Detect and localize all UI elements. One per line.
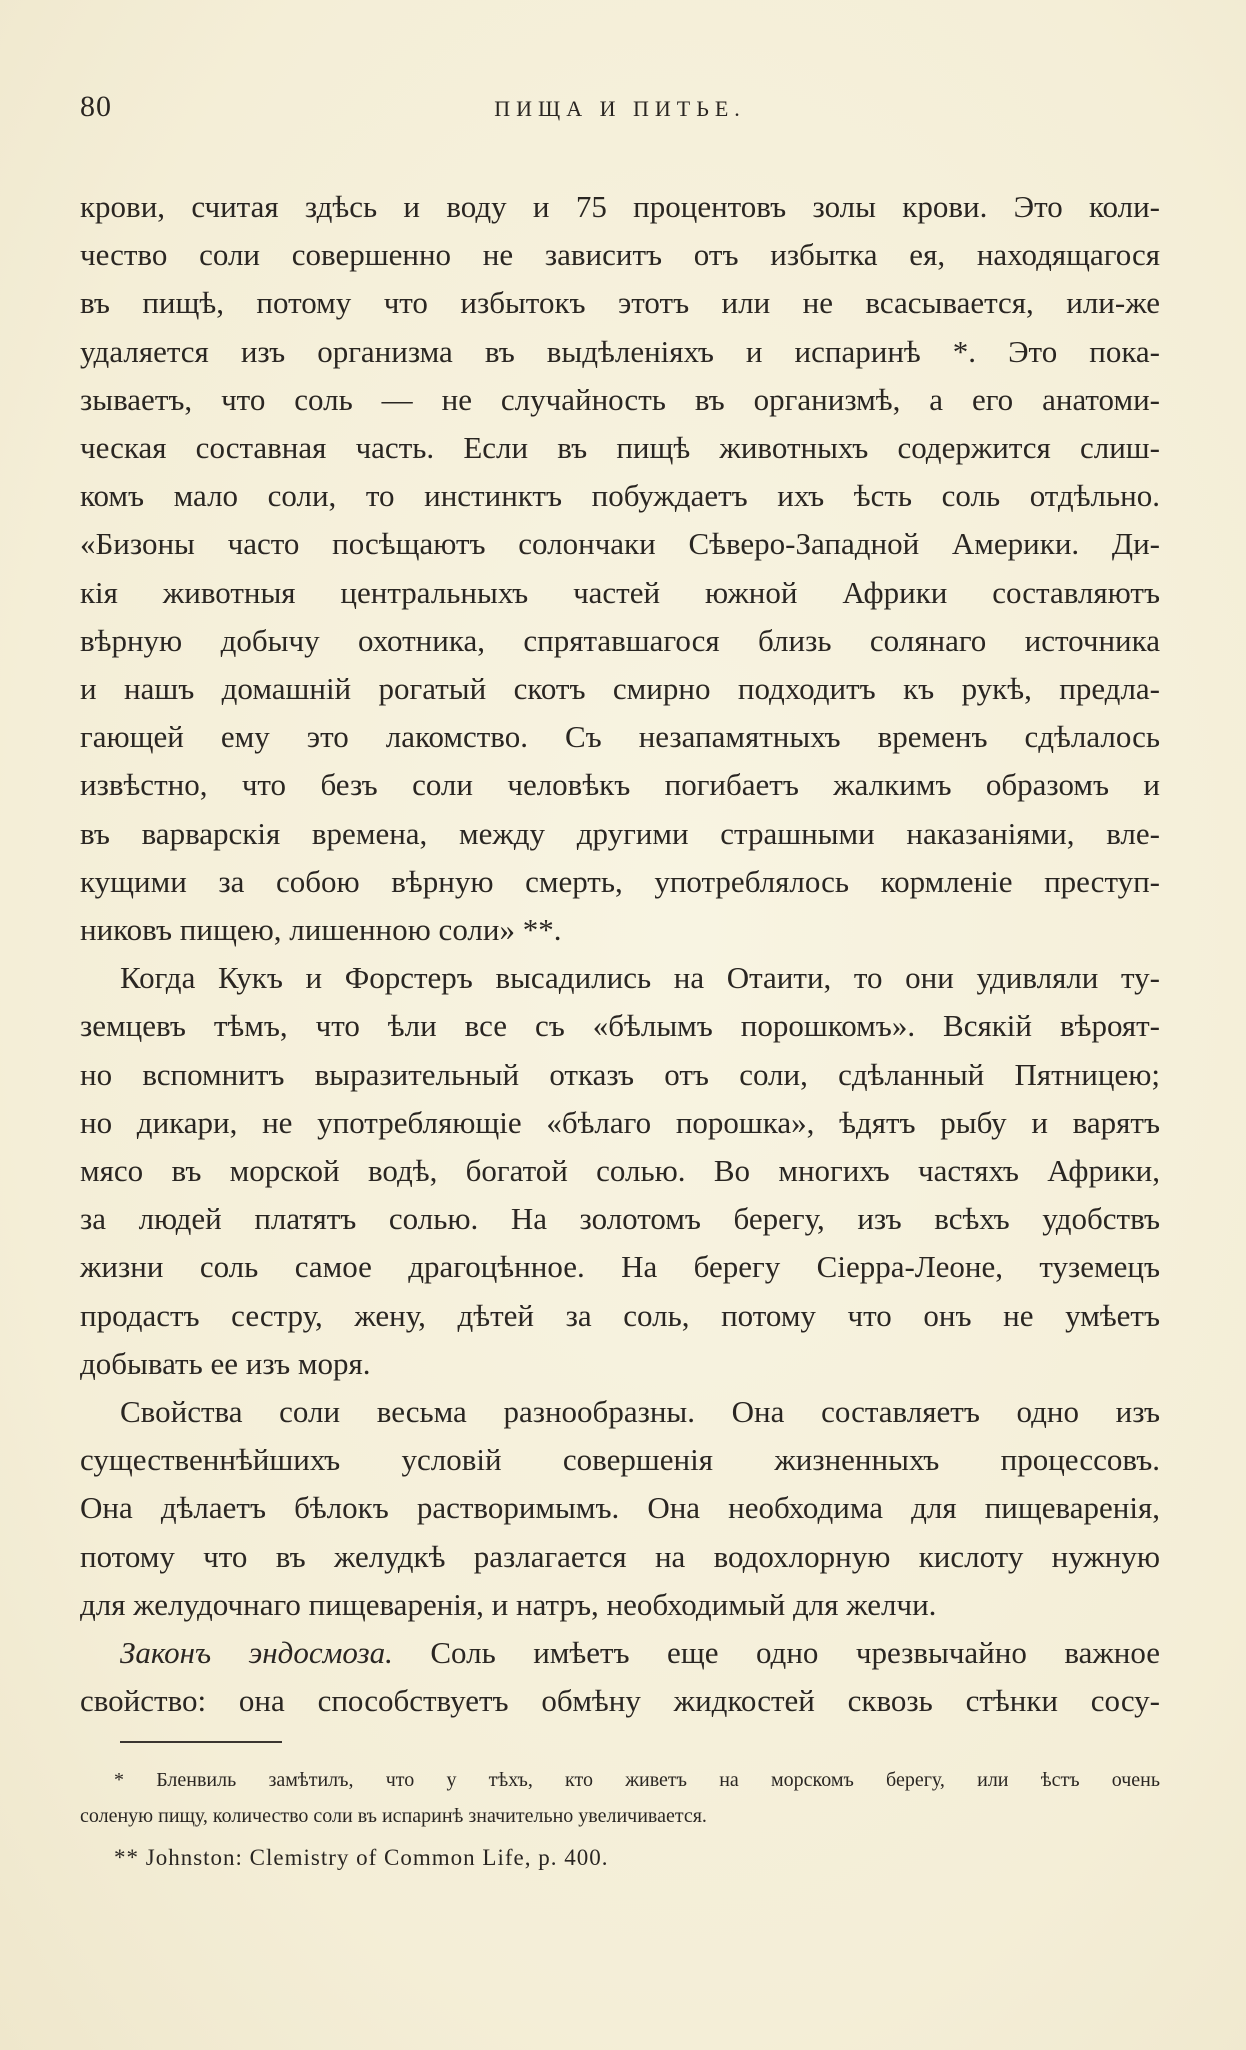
text-line: существеннѣйшихъ условій совершенія жизненныхъ процессовъ.	[80, 1442, 1160, 1478]
text-line: «Бизоны часто посѣщаютъ солончаки Сѣверо-Западной Америки. Ди-	[80, 526, 1160, 562]
footnote-line: соленую пищу, количество соли въ испаринѣ значительно увеличивается.	[80, 1805, 707, 1827]
text-line: земцевъ тѣмъ, что ѣли все съ «бѣлымъ порошкомъ». Всякій вѣроят-	[80, 1008, 1160, 1044]
text-line: но дикари, не употребляющіе «бѣлаго порошка», ѣдятъ рыбу и варятъ	[80, 1104, 1160, 1140]
text-line	[80, 1629, 1160, 1677]
text-line: потому что въ желудкѣ разлагается на водохлорную кислоту нужную	[80, 1538, 1160, 1574]
text-line: вѣрную добычу охотника, спрятавшагося близь солянаго источника	[80, 622, 1160, 658]
text-line: и нашъ домашній рогатый скотъ смирно подходитъ къ рукѣ, предла-	[80, 671, 1160, 707]
text-line: продастъ сестру, жену, дѣтей за соль, потому что онъ не умѣетъ	[80, 1297, 1160, 1333]
page-number: 80	[80, 90, 112, 123]
footnote-line: * Бленвиль замѣтилъ, что у тѣхъ, кто живетъ на морскомъ берегу, или ѣстъ очень	[114, 1769, 1160, 1791]
text-line: мясо въ морской водѣ, богатой солью. Во многихъ частяхъ Африки,	[80, 1153, 1160, 1189]
body-text	[80, 183, 1160, 1726]
text-line: извѣстно, что безъ соли человѣкъ погибаетъ жалкимъ образомъ и	[80, 767, 1160, 803]
paragraph-2	[80, 954, 1160, 1388]
text-line: за людей платятъ солью. На золотомъ берегу, изъ всѣхъ удобствъ	[80, 1201, 1160, 1237]
text-line: гающей ему это лакомство. Съ незапамятныхъ временъ сдѣлалось	[80, 719, 1160, 755]
paragraph-3	[80, 1388, 1160, 1629]
text-line: Свойства соли весьма разнообразны. Она составляетъ одно изъ	[120, 1394, 1160, 1430]
text-line: крови, считая здѣсь и воду и 75 процентовъ золы крови. Это коли-	[80, 189, 1160, 224]
running-head: ПИЩА И ПИТЬЕ.	[494, 96, 746, 121]
footnotes	[80, 1762, 1160, 1876]
text-line: кія животныя центральныхъ частей южной Африки составляютъ	[80, 574, 1160, 610]
page-header	[80, 90, 1160, 130]
text-line: никовъ пищею, лишенною соли» **.	[80, 912, 562, 948]
footnote-line: ** Johnston: Clemistry of Common Life, p. 400.	[114, 1845, 609, 1870]
text-line: для желудочнаго пищеваренія, и натръ, необходимый для желчи.	[80, 1586, 937, 1622]
text-line: кущими за собою вѣрную смерть, употреблялось кормленіе преступ-	[80, 863, 1160, 899]
text-line: чество соли совершенно не зависитъ отъ избытка ея, находящагося	[80, 237, 1160, 273]
text-line: Когда Кукъ и Форстеръ высадились на Отаити, то они удивляли ту-	[120, 960, 1160, 996]
text-line: но вспомнитъ выразительный отказъ отъ соли, сдѣланный Пятницею;	[80, 1056, 1160, 1092]
italic-heading: Законъ эндосмоза.	[120, 1635, 393, 1671]
text-line: добывать ее изъ моря.	[80, 1345, 371, 1381]
text-line: жизни соль самое драгоцѣнное. На берегу Сіерра-Леоне, туземецъ	[80, 1249, 1160, 1285]
text-line: зываетъ, что соль — не случайность въ организмѣ, а его анатоми-	[80, 381, 1160, 417]
paragraph-4	[80, 1629, 1160, 1725]
text-line: свойство: она способствуетъ обмѣну жидкостей сквозь стѣнки сосу-	[80, 1683, 1160, 1719]
text-line: въ пищѣ, потому что избытокъ этотъ или не всасывается, или-же	[80, 285, 1160, 321]
paragraph-1	[80, 183, 1160, 954]
text-line: ческая составная часть. Если въ пищѣ животныхъ содержится слиш-	[80, 430, 1160, 466]
text-line: Она дѣлаетъ бѣлокъ растворимымъ. Она необходима для пищеваренія,	[80, 1490, 1160, 1526]
text-run: Соль имѣетъ еще одно чрезвычайно важное	[392, 1635, 1160, 1671]
text-line: комъ мало соли, то инстинктъ побуждаетъ ихъ ѣсть соль отдѣльно.	[80, 478, 1160, 514]
text-line: въ варварскія времена, между другими страшными наказаніями, вле-	[80, 815, 1160, 851]
footnote-divider	[120, 1741, 282, 1743]
text-line: удаляется изъ организма въ выдѣленіяхъ и испаринѣ *. Это пока-	[80, 333, 1160, 369]
